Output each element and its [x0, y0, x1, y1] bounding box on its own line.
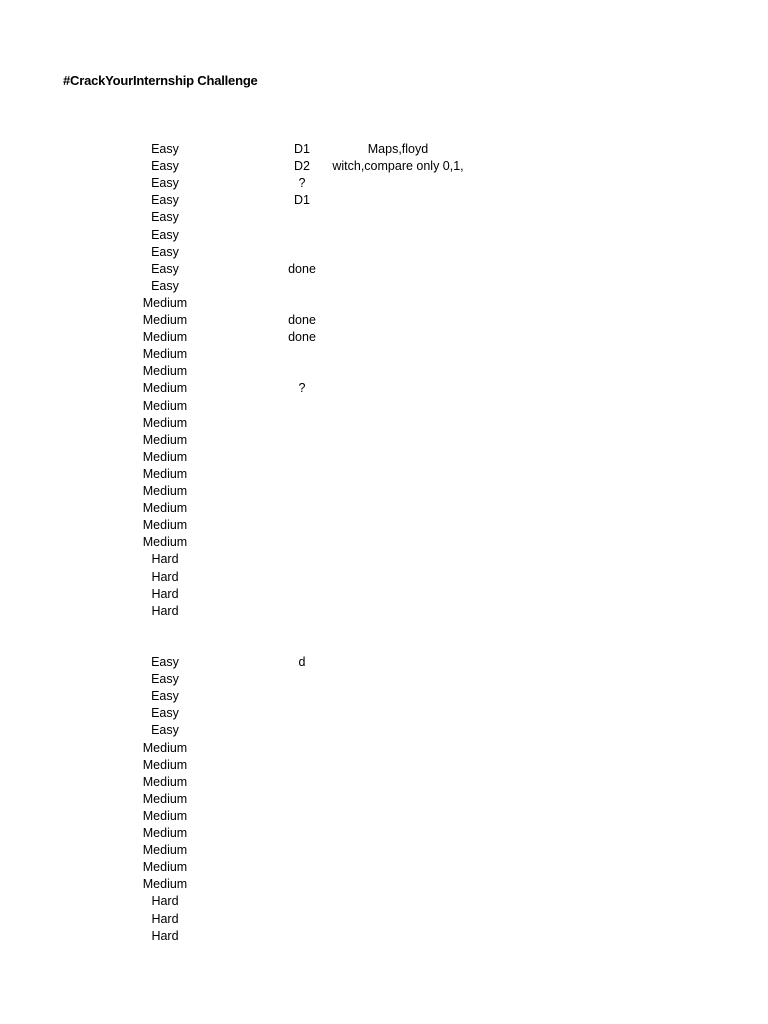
- difficulty-cell: Medium: [142, 535, 188, 550]
- difficulty-cell: Easy: [151, 278, 179, 293]
- difficulty-cell: Medium: [142, 877, 188, 892]
- table-row: [0, 278, 768, 295]
- status-cell: done: [288, 330, 316, 345]
- table-row: [0, 175, 768, 192]
- difficulty-cell: Medium: [142, 313, 188, 327]
- table-row: [0, 415, 768, 432]
- difficulty-cell: Easy: [151, 159, 179, 174]
- difficulty-cell: Medium: [142, 518, 188, 533]
- difficulty-cell: Easy: [151, 244, 179, 259]
- difficulty-cell: Medium: [142, 449, 188, 464]
- difficulty-cell: Medium: [142, 843, 188, 858]
- difficulty-cell: Medium: [142, 432, 188, 447]
- table-row: [0, 517, 768, 534]
- table-row: [0, 534, 768, 551]
- difficulty-cell: Easy: [151, 261, 179, 276]
- table-row: [0, 774, 768, 791]
- difficulty-cell: Easy: [151, 706, 179, 721]
- difficulty-cell: Medium: [142, 774, 188, 789]
- table-row: [0, 449, 768, 466]
- table-row: [0, 329, 768, 346]
- difficulty-cell: Medium: [142, 466, 188, 481]
- table-row: [0, 791, 768, 808]
- table-row: [0, 722, 768, 739]
- difficulty-cell: Hard: [151, 552, 179, 567]
- table-row: [0, 432, 768, 449]
- table-row: [0, 483, 768, 500]
- note-cell: Maps,floyd: [367, 142, 429, 156]
- difficulty-cell: Easy: [151, 142, 179, 156]
- status-cell: ?: [298, 381, 306, 396]
- table-row: [0, 705, 768, 722]
- table-row: [0, 192, 768, 209]
- table-row: [0, 295, 768, 312]
- status-cell: done: [288, 313, 316, 327]
- status-cell: D1: [294, 142, 310, 156]
- table-row: [0, 227, 768, 244]
- difficulty-cell: Medium: [142, 484, 188, 498]
- table-row: [0, 380, 768, 397]
- difficulty-cell: Easy: [151, 689, 179, 704]
- page-title: #CrackYourInternship Challenge: [63, 73, 258, 88]
- difficulty-cell: Easy: [151, 672, 179, 687]
- table-row: [0, 928, 768, 945]
- table-row: [0, 603, 768, 620]
- status-cell: done: [288, 261, 316, 276]
- table-row: [0, 586, 768, 603]
- difficulty-cell: Medium: [142, 364, 188, 379]
- difficulty-cell: Medium: [142, 757, 188, 772]
- difficulty-cell: Hard: [151, 603, 179, 618]
- difficulty-cell: Hard: [151, 928, 179, 943]
- difficulty-cell: Medium: [142, 740, 188, 755]
- status-cell: D2: [294, 159, 310, 174]
- difficulty-cell: Medium: [142, 398, 188, 413]
- table-row: [0, 893, 768, 910]
- table-row: [0, 346, 768, 363]
- table-row: [0, 569, 768, 586]
- difficulty-cell: Hard: [151, 911, 179, 926]
- difficulty-cell: Medium: [142, 415, 188, 430]
- table-row: [0, 500, 768, 517]
- table-row: [0, 551, 768, 568]
- status-cell: D1: [294, 193, 310, 208]
- difficulty-cell: Medium: [142, 808, 188, 823]
- table-row: [0, 209, 768, 226]
- status-cell: d: [298, 655, 306, 669]
- table-row: [0, 825, 768, 842]
- table-row: [0, 398, 768, 415]
- difficulty-cell: Easy: [151, 655, 179, 669]
- table-row: [0, 859, 768, 876]
- note-cell: witch,compare only 0,1,: [332, 159, 464, 174]
- table-row: [0, 688, 768, 705]
- table-row: [0, 671, 768, 688]
- table-row: [0, 312, 768, 329]
- difficulty-cell: Easy: [151, 210, 179, 225]
- difficulty-cell: Medium: [142, 791, 188, 806]
- difficulty-cell: Hard: [151, 569, 179, 584]
- table-row: [0, 842, 768, 859]
- difficulty-cell: Medium: [142, 860, 188, 875]
- table-row: [0, 740, 768, 757]
- difficulty-cell: Easy: [151, 227, 179, 242]
- table-row: [0, 757, 768, 774]
- table-row: [0, 654, 768, 671]
- difficulty-cell: Medium: [142, 295, 188, 310]
- table-row: [0, 244, 768, 261]
- table-row: [0, 466, 768, 483]
- difficulty-cell: Medium: [142, 330, 188, 345]
- table-row: [0, 363, 768, 380]
- table-row: [0, 158, 768, 175]
- table-row: [0, 141, 768, 158]
- table-row: [0, 911, 768, 928]
- difficulty-cell: Medium: [142, 381, 188, 396]
- difficulty-cell: Hard: [151, 894, 179, 909]
- difficulty-cell: Easy: [151, 176, 179, 191]
- difficulty-cell: Hard: [151, 586, 179, 601]
- table-row: [0, 261, 768, 278]
- table-row: [0, 808, 768, 825]
- difficulty-cell: Medium: [142, 501, 188, 516]
- difficulty-cell: Easy: [151, 723, 179, 738]
- table-row: [0, 876, 768, 893]
- difficulty-cell: Medium: [142, 347, 188, 362]
- difficulty-cell: Medium: [142, 826, 188, 840]
- status-cell: ?: [298, 176, 306, 191]
- difficulty-cell: Easy: [151, 193, 179, 208]
